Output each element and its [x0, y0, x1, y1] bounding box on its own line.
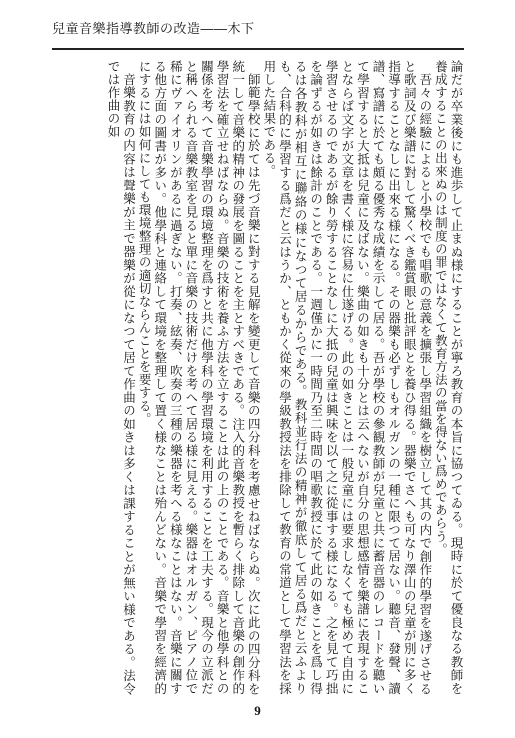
paragraph: 論だが卒業後にも進歩して止まぬ様にすることが寧ろ教育の本旨に協つてゐる。現時に於て優良なる教師を養成することの出來ぬのは制度の罪ではなくて教育方法の當を得ない爲めであらう。	[433, 60, 464, 695]
vertical-body-text	[54, 60, 464, 695]
running-header-title: 兒童音樂指導教師の改造――木下	[52, 22, 255, 37]
paragraph: 音樂教育の内容は聲樂が主で器樂が從になつて居て作曲の如きは多くは課することが無い様である。法令では作曲の如	[105, 60, 137, 695]
running-header	[0, 0, 515, 62]
paragraph: 師範學校に於ては先づ音樂に對する見解を變更して音樂の四分科を考慮せねばならぬ。次に此の四分科を統一して音樂的精神の發展を圖ることを主とすべきである。注入的音樂教授を暫らく排除して音樂の創作的學習法を確立せねばならぬ。音樂の技術を養ふ方法を立することは此の上のことである。音樂と他學科との關係を考へて音樂學習の環境整理を爲すと共に他學科の學習環境を利用することを工夫する。現今の立派だと稱へられる音樂教室を見ると單に音樂の技術だけを考へて居る様に見える。樂器はオルガン、ピアノ位で稀にヴァイオリンがあるに過ぎない。打奏、絃奏、吹奏の三種の樂器を考へる様なことはない。音樂に關する他方面の圖書が多い。他學科と連絡して環境を整理して置く様なことは殆んどない。音樂で學習を經濟的にするには如何にしても環境整理の適切ならんことを要する。	[137, 60, 262, 695]
paragraph: 吾々の經驗によると小學校でも唱歌の意義を擴張し學習組織を樹立して其の内で創作的學習を遂げさせると歌詞及び樂譜に對して驚くべき鑑賞眼と批評眼とを養ひ得る。器樂でさへも可なり澤山の兒童が別に多く指導することなしに出來る様になる。その器樂も必ずしもオルガンの一種に限つて居ない。聽音、發聲、讀譜、寫譜に於ても頗る優秀な成績を示して居る。吾が學校の參観教師が兒童と共に蓄音器のレコードを聽いて學習すると大抵は兒童に及ばない。樂曲の如きも十分とは云へないが自分の思想感情を樂譜に表現することならば文字が文章を書く様に容易に仕遂げる。此の如きことは一般兒童には要求しなくても極めて自由に學習させるのであるが餘り勞することなしに大抵の兒童は興味を以て之に從事する様になる。之を見て巧拙を論ずるが如きは餘計のことである。一週僅かに一時間乃至二時間の唱歌教授に於て此の如きことを爲し得るは各教科が相互に聯絡の様になつて居るからである。教科並行法の精神が徹底して居る爲だと云ふよりも、合科的に學習する爲だと云はうか、ともかく從來の學級教授法を排除して教育の常道として學習法を採用した結果である。	[261, 60, 433, 695]
header-divider	[52, 48, 464, 50]
page-number: 9	[254, 703, 261, 718]
